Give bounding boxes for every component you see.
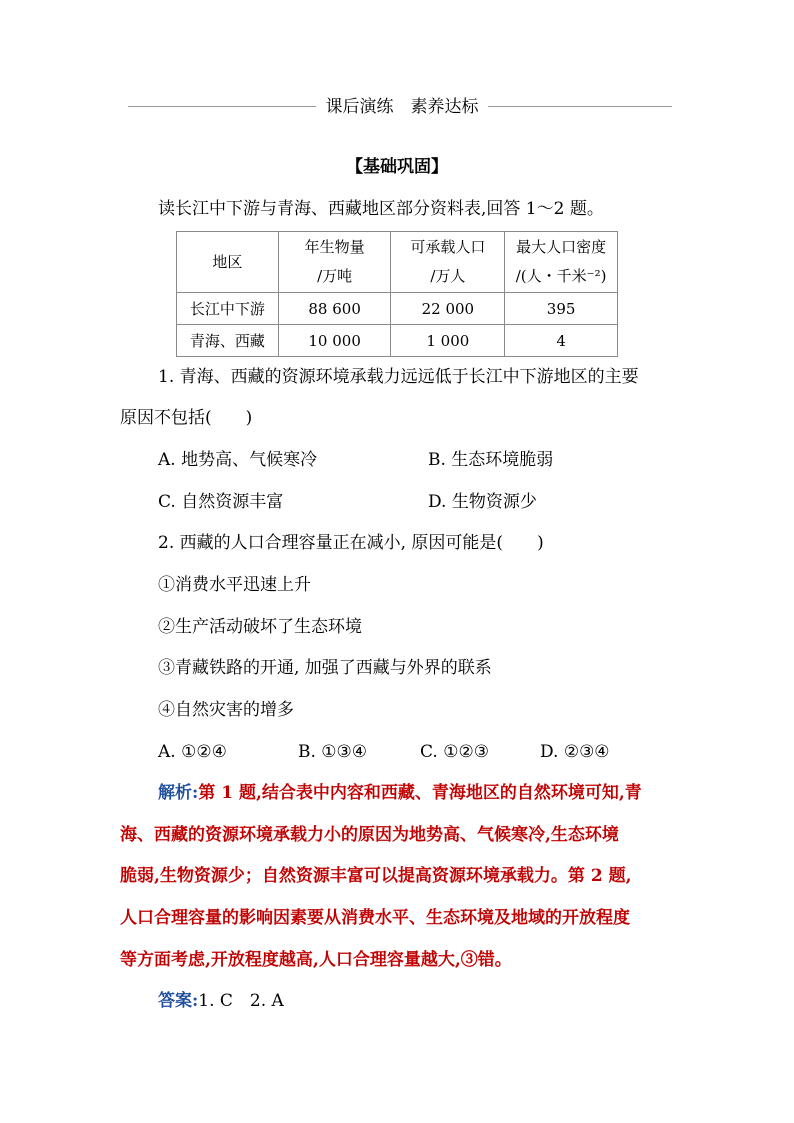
q1-option-c: C. 自然资源丰富: [158, 492, 284, 512]
data-table: [176, 231, 618, 357]
question-2-stem: 2. 西藏的人口合理容量正在减小, 原因可能是( ): [158, 533, 544, 553]
table-cell: 395: [505, 293, 618, 325]
table-header-cell: 地区: [177, 232, 279, 293]
analysis-text: 第 1 题,结合表中内容和西藏、青海地区的自然环境可知,青: [198, 783, 642, 803]
q2-option-d: D. ②③④: [540, 742, 610, 762]
analysis-text: 海、西藏的资源环境承载力小的原因为地势高、气候寒冷,生态环境: [120, 825, 619, 845]
q2-item: ①消费水平迅速上升: [158, 575, 311, 595]
analysis-line: [158, 780, 642, 806]
question-1-stem-cont: 原因不包括( ): [120, 408, 253, 428]
table-header-cell: 年生物量 /万吨: [278, 232, 391, 293]
q1-option-b: B. 生态环境脆弱: [428, 450, 554, 470]
answer-line: [158, 988, 284, 1014]
answer-text: 1. C 2. A: [198, 991, 284, 1011]
page-header: [128, 95, 672, 119]
table-cell: 10 000: [278, 325, 391, 357]
answer-label: 答案:: [158, 991, 199, 1011]
table-cell: 青海、西藏: [177, 325, 279, 357]
analysis-label: 解析:: [158, 783, 199, 803]
table-row: [177, 293, 618, 325]
q2-item: ③青藏铁路的开通, 加强了西藏与外界的联系: [158, 658, 492, 678]
q1-option-a: A. 地势高、气候寒冷: [158, 450, 318, 470]
table-cell: 1 000: [391, 325, 505, 357]
table-header-cell: 最大人口密度 /(人・千米⁻²): [505, 232, 618, 293]
question-1-stem: 1. 青海、西藏的资源环境承载力远远低于长江中下游地区的主要: [158, 367, 639, 387]
table-cell: 长江中下游: [177, 293, 279, 325]
table-cell: 22 000: [391, 293, 505, 325]
intro-text: 读长江中下游与青海、西藏地区部分资料表,回答 1～2 题。: [158, 199, 604, 219]
section-title: 【基础巩固】: [346, 157, 448, 177]
q2-option-a: A. ①②④: [158, 742, 227, 762]
analysis-text: 等方面考虑,开放程度越高,人口合理容量越大,③错。: [120, 950, 512, 970]
header-rule-left: [128, 106, 316, 107]
q2-option-b: B. ①③④: [298, 742, 368, 762]
table-cell: 88 600: [278, 293, 391, 325]
analysis-text: 脆弱,生物资源少；自然资源丰富可以提高资源环境承载力。第 2 题,: [120, 866, 632, 886]
header-rule-right: [488, 106, 672, 107]
analysis-text: 人口合理容量的影响因素要从消费水平、生态环境及地域的开放程度: [120, 908, 630, 928]
table-row: [177, 325, 618, 357]
q2-option-c: C. ①②③: [420, 742, 489, 762]
table-header-cell: 可承载人口 /万人: [391, 232, 505, 293]
q2-item: ②生产活动破坏了生态环境: [158, 617, 362, 637]
table-cell: 4: [505, 325, 618, 357]
q2-item: ④自然灾害的增多: [158, 700, 294, 720]
table-header-row: [177, 232, 618, 293]
header-title: 课后演练 素养达标: [325, 97, 479, 117]
q1-option-d: D. 生物资源少: [428, 492, 537, 512]
